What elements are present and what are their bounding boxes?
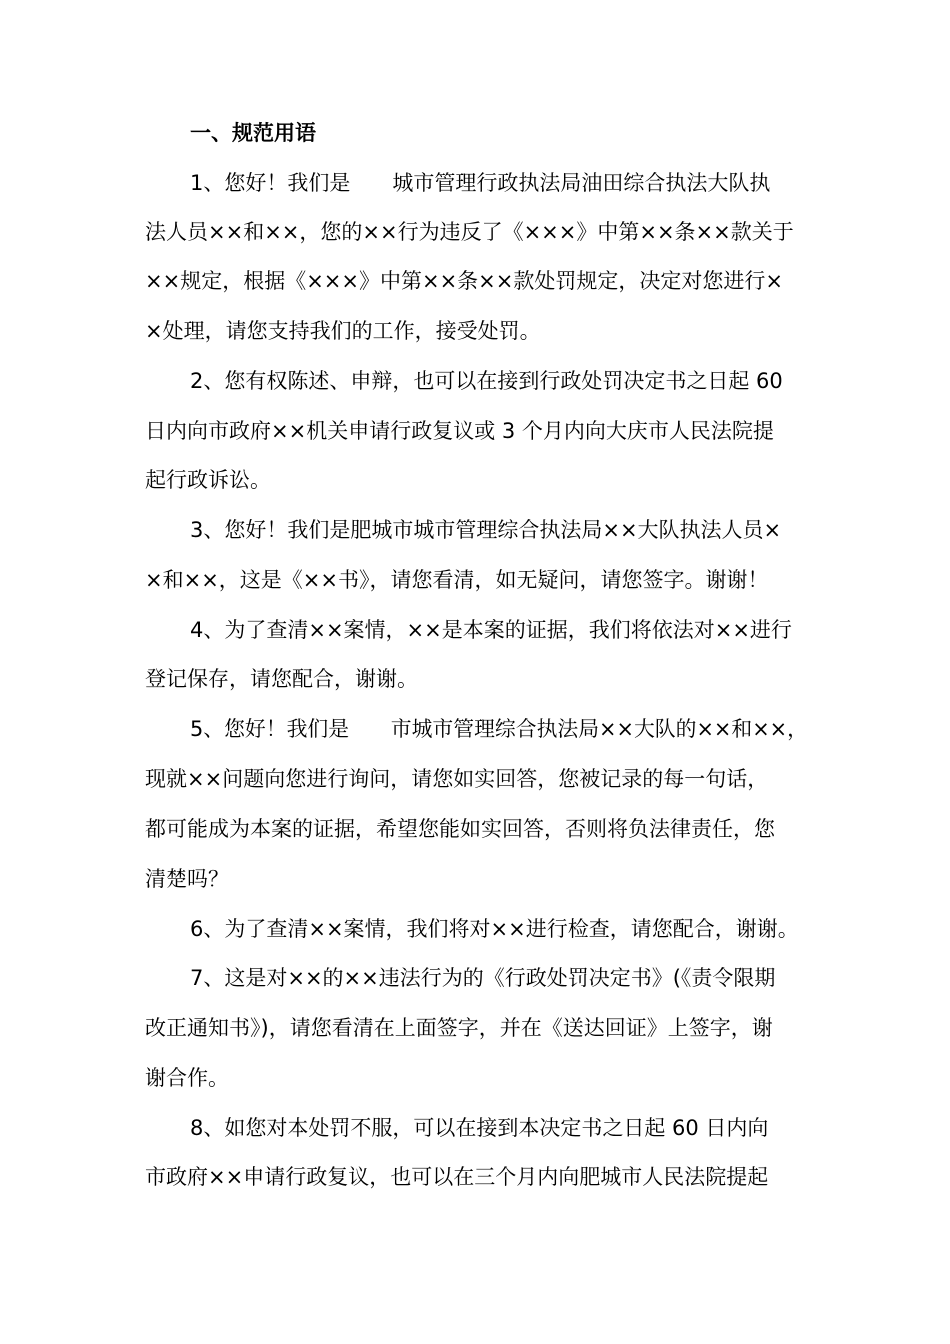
paragraph-line: 5、您好！我们是 市城市管理综合执法局××大队的××和××， <box>190 717 808 741</box>
paragraph-line: 现就××问题向您进行询问，请您如实回答，您被记录的每一句话， <box>145 767 769 791</box>
section-heading: 一、规范用语 <box>190 121 316 145</box>
paragraph-line: ×处理，请您支持我们的工作，接受处罚。 <box>145 319 541 343</box>
paragraph-line: 登记保存，请您配合，谢谢。 <box>145 667 418 691</box>
paragraph-line: 日内向市政府××机关申请行政复议或 3 个月内向大庆市人民法院提 <box>145 419 774 443</box>
paragraph-line: 改正通知书》)，请您看清在上面签字，并在《送达回证》上签字，谢 <box>145 1016 773 1040</box>
paragraph-line: 8、如您对本处罚不服，可以在接到本决定书之日起 60 日内向 <box>190 1116 769 1140</box>
paragraph-line: 法人员××和××，您的××行为违反了《×××》中第××条××款关于 <box>145 220 794 244</box>
paragraph-line: 6、为了查清××案情，我们将对××进行检查，请您配合，谢谢。 <box>190 917 799 941</box>
paragraph-line: 清楚吗？ <box>145 867 229 891</box>
paragraph-line: 2、您有权陈述、申辩，也可以在接到行政处罚决定书之日起 60 <box>190 369 783 393</box>
paragraph-line: 4、为了查清××案情，××是本案的证据，我们将依法对××进行 <box>190 618 792 642</box>
paragraph-line: 起行政诉讼。 <box>145 468 271 492</box>
paragraph-line: 市政府××申请行政复议，也可以在三个月内向肥城市人民法院提起 <box>145 1165 769 1189</box>
paragraph-line: 谢合作。 <box>145 1066 229 1090</box>
paragraph-line: 1、您好！我们是 城市管理行政执法局油田综合执法大队执 <box>190 171 771 195</box>
paragraph-line: 7、这是对××的××违法行为的《行政处罚决定书》(《责令限期 <box>190 966 776 990</box>
paragraph-line: 都可能成为本案的证据，希望您能如实回答，否则将负法律责任，您 <box>145 817 775 841</box>
paragraph-line: ××规定，根据《×××》中第××条××款处罚规定，决定对您进行× <box>145 269 783 293</box>
paragraph-line: ×和××，这是《××书》，请您看清，如无疑问，请您签字。谢谢！ <box>145 568 769 592</box>
paragraph-line: 3、您好！我们是肥城市城市管理综合执法局××大队执法人员× <box>190 518 782 542</box>
